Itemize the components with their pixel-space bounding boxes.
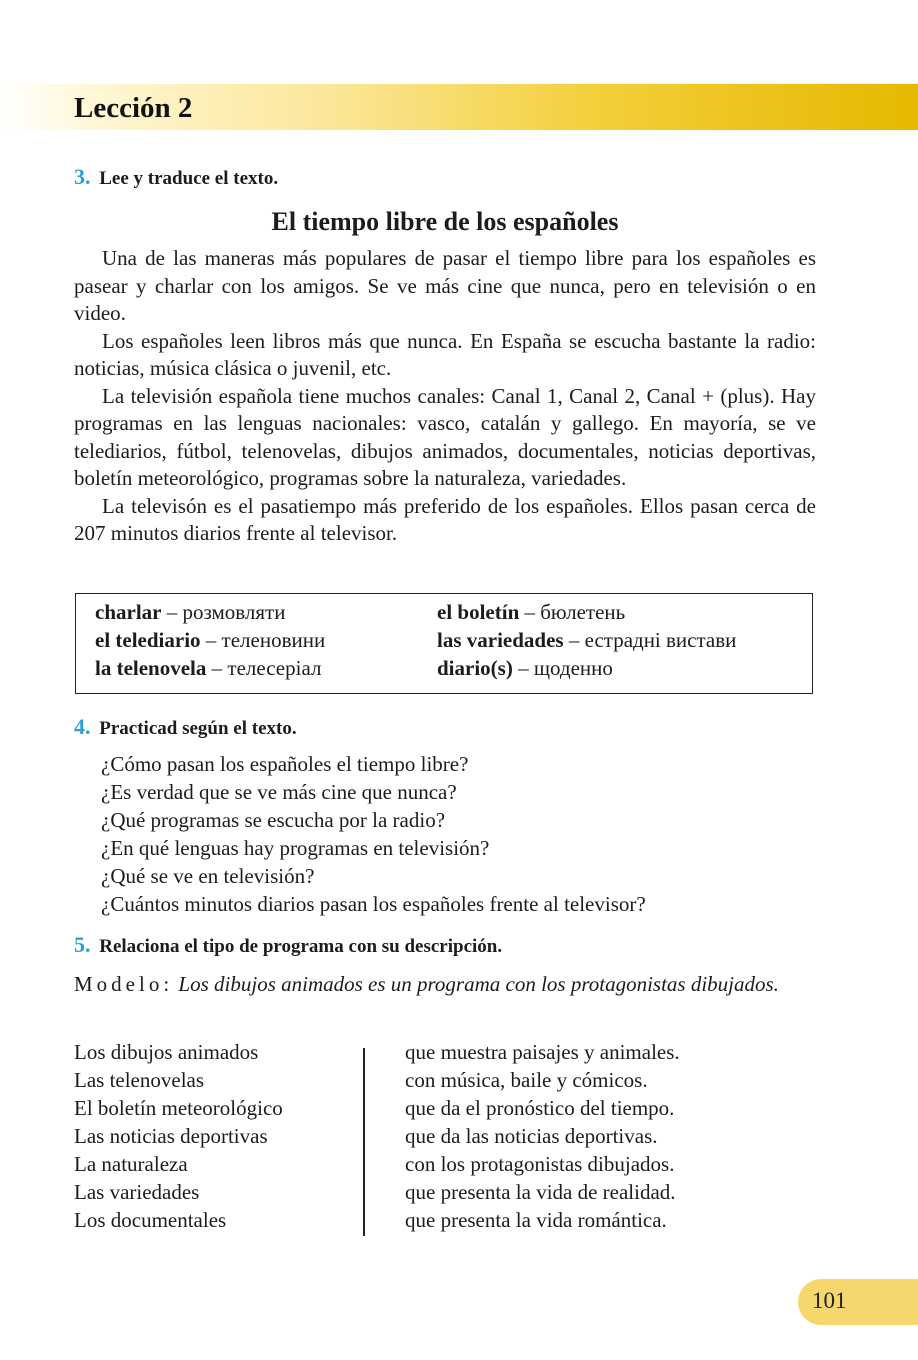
- program-type-item: Las telenovelas: [74, 1068, 205, 1092]
- question-item: ¿Qué se ve en televisión?: [101, 864, 315, 888]
- program-description-item: que muestra paisajes y animales.: [405, 1040, 680, 1064]
- vocabulary-term: diario(s): [437, 656, 513, 680]
- question-item: ¿Qué programas se escucha por la radio?: [101, 808, 446, 832]
- model-example: [74, 970, 816, 998]
- vocabulary-translation: – щоденно: [512, 656, 613, 680]
- vocabulary-entry: [95, 654, 325, 682]
- model-label: Modelo:: [74, 972, 174, 996]
- question-item: ¿En qué lenguas hay programas en televisión?: [101, 836, 490, 860]
- reading-title: El tiempo libre de los españoles: [271, 207, 619, 236]
- reading-paragraph: Los españoles leen libros más que nunca. En España se escucha bastante la radio: noticias, música clásica o juvenil, etc.: [74, 328, 816, 380]
- program-type-item: Las noticias deportivas: [74, 1124, 268, 1148]
- exercise-4-heading: [74, 715, 297, 741]
- vocabulary-term: el telediario: [95, 628, 201, 652]
- vocabulary-column-left: [95, 598, 325, 682]
- program-description-item: con música, baile y cómicos.: [405, 1068, 648, 1092]
- exercise-4-number: 4.: [74, 714, 91, 739]
- exercise-5-heading: [74, 933, 502, 959]
- vocabulary-translation: – бюлетень: [519, 600, 626, 624]
- vocabulary-column-right: [437, 598, 736, 682]
- program-description-item: que da el pronóstico del tiempo.: [405, 1096, 675, 1120]
- exercise-5-instruction: Relaciona el tipo de programa con su descripción.: [99, 936, 503, 957]
- program-type-item: Los dibujos animados: [74, 1040, 259, 1064]
- reading-paragraph: La televisión española tiene muchos canales: Canal 1, Canal 2, Canal + (plus). Hay programas en las lenguas nacionales: vasco, catalán y gallego. En mayoría, se ve telediarios, fútbol, telenovelas, dibujos animados, documentales, noticias deportivas, boletín meteorológico, programas sobre la naturaleza, variedades.: [74, 383, 816, 490]
- program-description-item: que presenta la vida de realidad.: [405, 1180, 676, 1204]
- vocabulary-translation: – естрадні вистави: [563, 628, 737, 652]
- vocabulary-entry: [95, 598, 325, 626]
- vocabulary-translation: – розмовляти: [161, 600, 286, 624]
- vocabulary-entry: [437, 626, 736, 654]
- program-type-item: Los documentales: [74, 1208, 227, 1232]
- vocabulary-term: la telenovela: [95, 656, 207, 680]
- vocabulary-box: [75, 593, 813, 694]
- vocabulary-entry: [95, 626, 325, 654]
- exercise-4-instruction: Practicad según el texto.: [99, 718, 297, 739]
- reading-text: [74, 245, 816, 548]
- matching-descriptions-column: [405, 1038, 680, 1234]
- question-item: ¿Es verdad que se ve más cine que nunca?: [101, 780, 457, 804]
- program-type-item: La naturaleza: [74, 1152, 188, 1176]
- model-sentence: Los dibujos animados es un programa con los protagonistas dibujados.: [178, 972, 779, 996]
- vocabulary-entry: [437, 654, 736, 682]
- reading-paragraph: Una de las maneras más populares de pasar el tiempo libre para los españoles es pasear y charlar con los amigos. Se ve más cine que nunca, pero en televisión o en video.: [74, 246, 816, 325]
- program-description-item: que presenta la vida romántica.: [405, 1208, 667, 1232]
- vocabulary-term: charlar: [95, 600, 162, 624]
- exercise-3-instruction: Lee y traduce el texto.: [99, 168, 279, 189]
- vocabulary-entry: [437, 598, 736, 626]
- question-list: [101, 750, 646, 918]
- lesson-title: Lección 2: [74, 92, 193, 124]
- matching-programs-column: [74, 1038, 283, 1234]
- exercise-3-number: 3.: [74, 164, 91, 189]
- program-description-item: que da las noticias deportivas.: [405, 1124, 658, 1148]
- vocabulary-term: el boletín: [437, 600, 520, 624]
- question-item: ¿Cómo pasan los españoles el tiempo libre?: [101, 752, 469, 776]
- question-item: ¿Cuántos minutos diarios pasan los españoles frente al televisor?: [101, 892, 646, 916]
- exercise-3-heading: [74, 165, 278, 191]
- matching-divider-line: [363, 1048, 365, 1236]
- vocabulary-term: las variedades: [437, 628, 564, 652]
- program-description-item: con los protagonistas dibujados.: [405, 1152, 675, 1176]
- page-number: 101: [812, 1288, 847, 1313]
- program-type-item: El boletín meteorológico: [74, 1096, 283, 1120]
- vocabulary-translation: – телесеріал: [206, 656, 322, 680]
- program-type-item: Las variedades: [74, 1180, 200, 1204]
- vocabulary-translation: – теленовини: [200, 628, 326, 652]
- exercise-5-number: 5.: [74, 932, 91, 957]
- reading-paragraph: La televisón es el pasatiempo más preferido de los españoles. Ellos pasan cerca de 207 minutos diarios frente al televisor.: [74, 493, 816, 545]
